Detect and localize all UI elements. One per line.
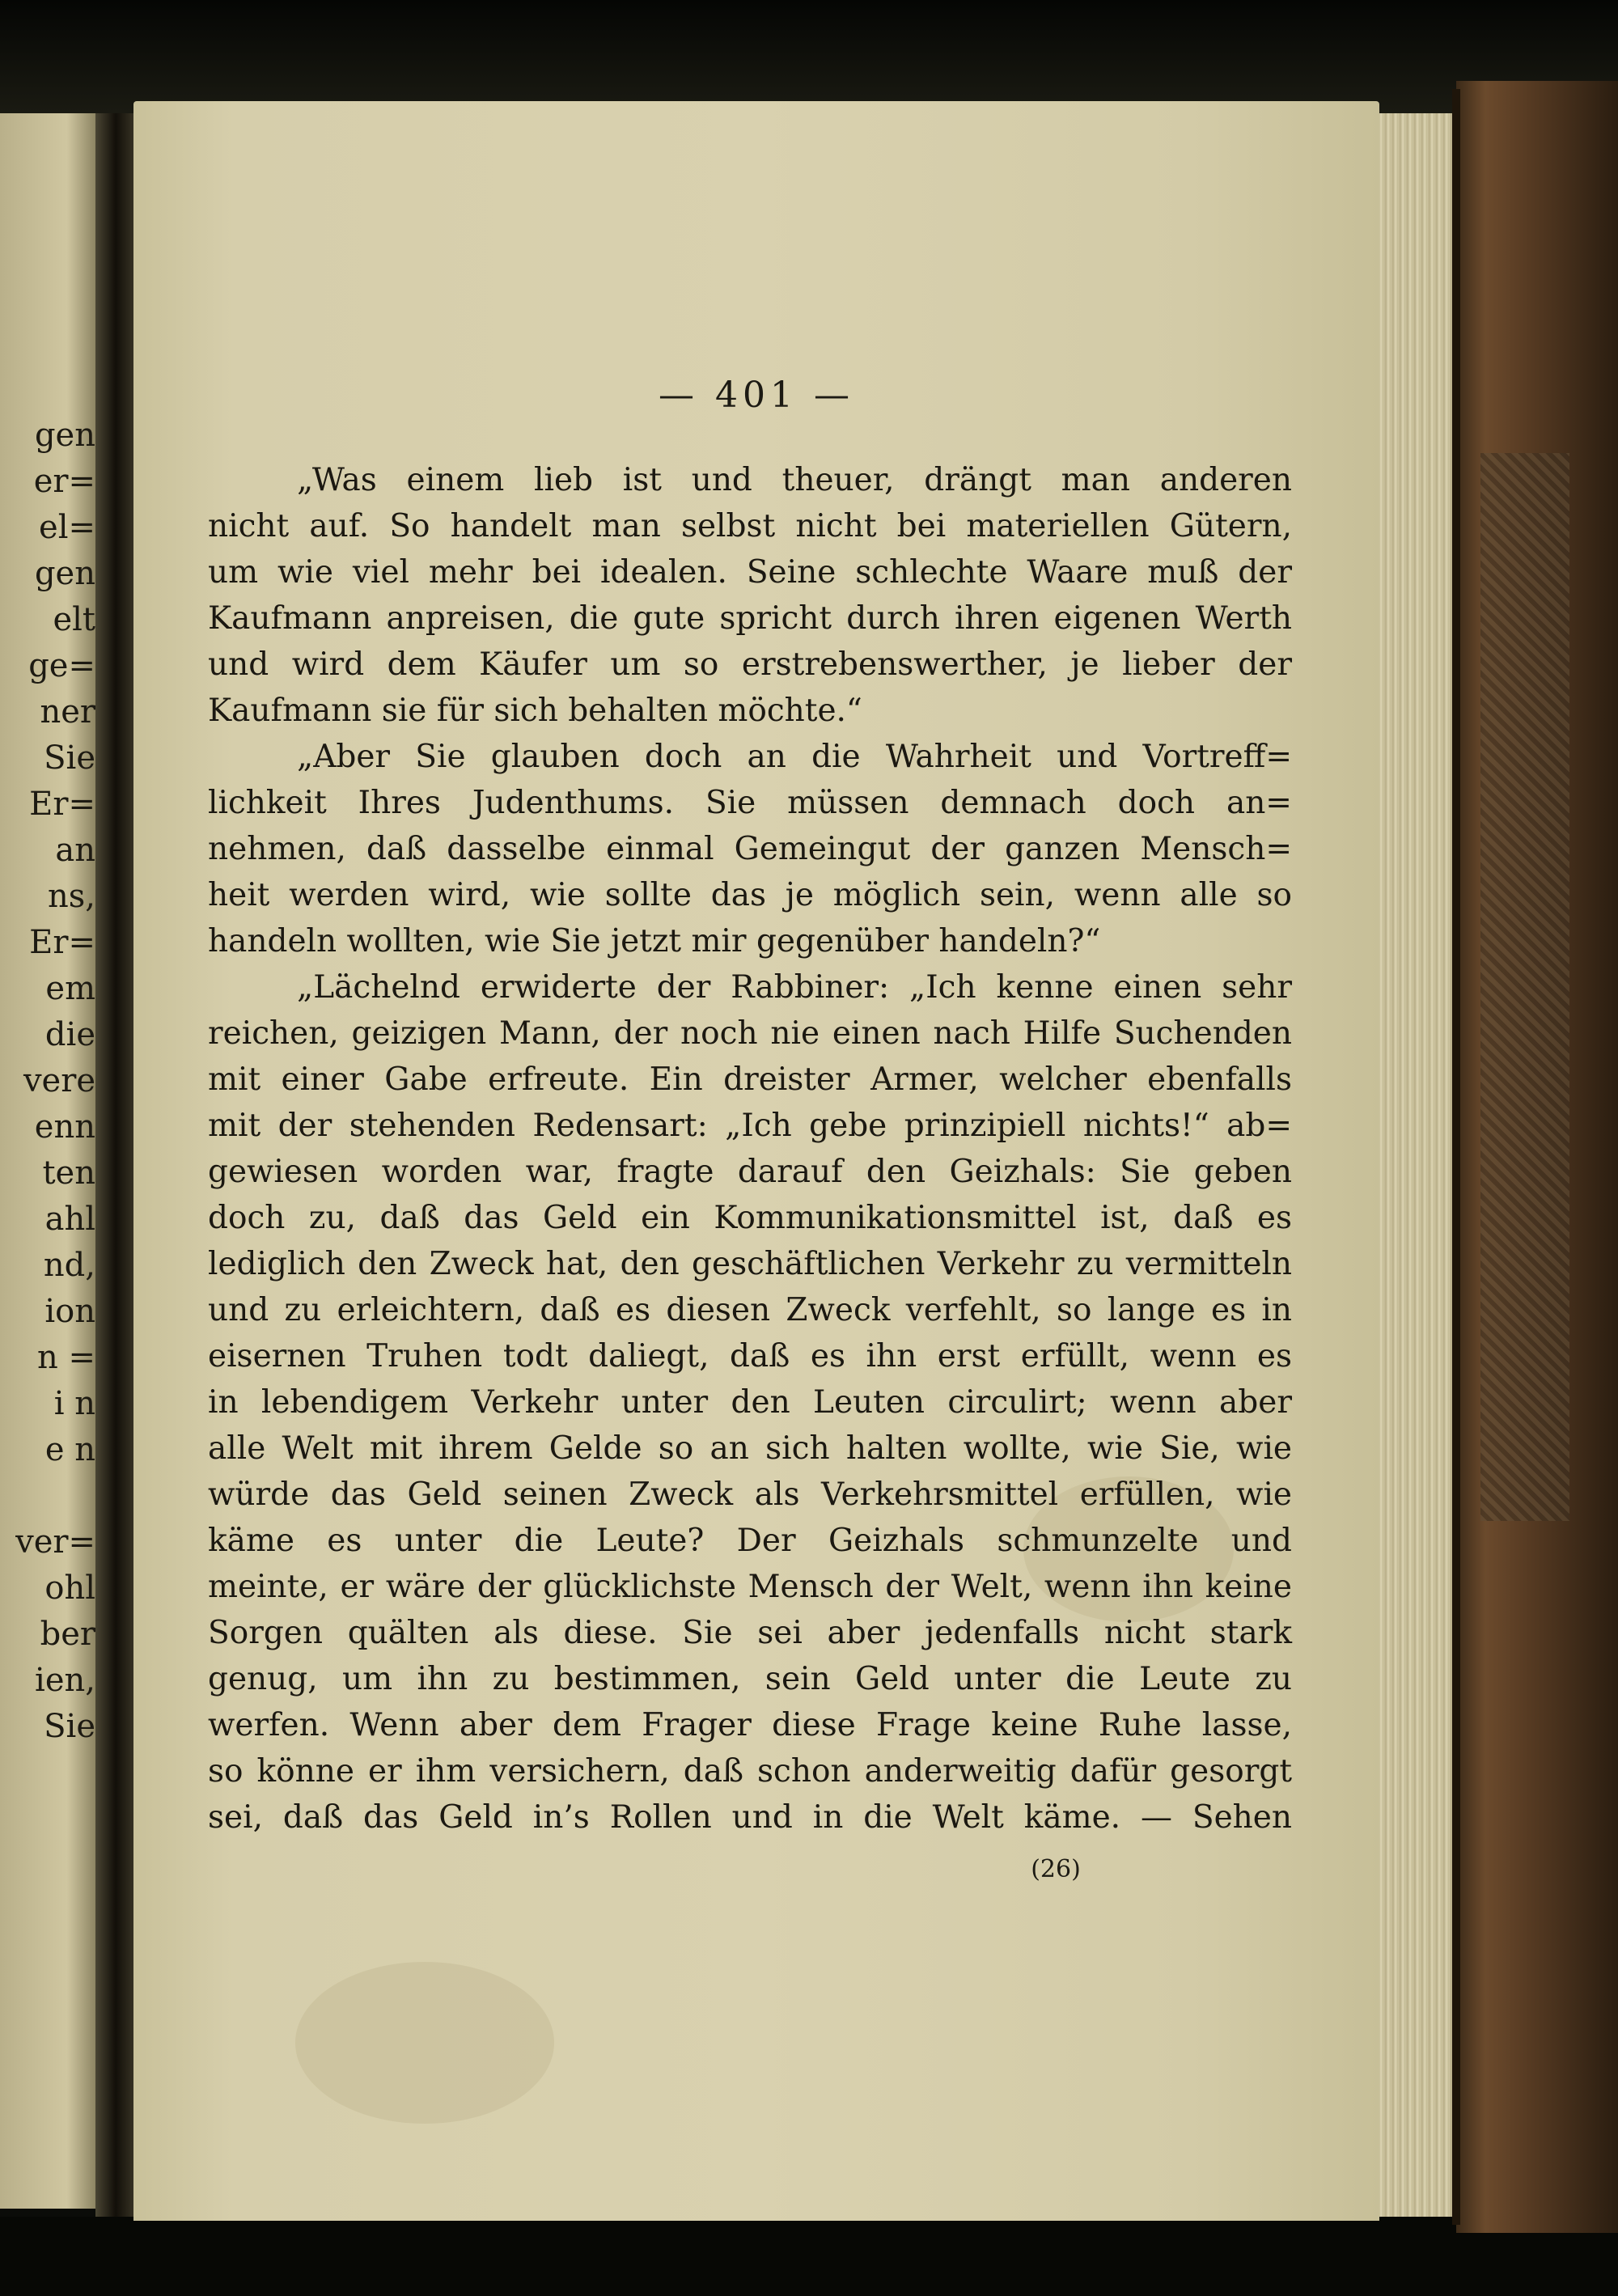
left-page-fragment: die (44, 1016, 95, 1053)
text-line: „Was einem lieb ist und theuer, drängt man anderen (297, 462, 1292, 498)
text-line: alle Welt mit ihrem Gelde so an sich halten wollte, wie Sie, wie (208, 1430, 1292, 1467)
text-line: Kaufmann sie für sich behalten möchte.“ (208, 693, 862, 729)
left-page-fragment: an (55, 832, 95, 869)
left-page-fragment: ber (40, 1616, 95, 1653)
left-page-fragment: ien, (35, 1662, 95, 1699)
text-line: würde das Geld seinen Zweck als Verkehrsmittel erfüllen, wie (208, 1476, 1292, 1513)
text-line: handeln wollten, wie Sie jetzt mir gegenüber handeln?“ (208, 923, 1101, 959)
left-page-fragment: ver= (15, 1523, 95, 1561)
left-page-fragment: em (45, 970, 95, 1007)
page-text (208, 457, 1292, 1841)
left-page-fragment: ge= (28, 647, 95, 684)
left-page-fragment: ns, (47, 878, 95, 915)
signature-mark: (26) (1031, 1855, 1081, 1883)
text-line: und wird dem Käufer um so erstrebenswerther, je lieber der (208, 646, 1292, 683)
left-page-fragment: er= (33, 463, 95, 500)
left-page-fragment: n = (37, 1339, 95, 1376)
text-line: doch zu, daß das Geld ein Kommunikationsmittel ist, daß es (208, 1200, 1292, 1236)
previous-page-fragment (0, 113, 95, 2209)
text-line: mit der stehenden Redensart: „Ich gebe prinzipiell nichts!“ ab= (208, 1108, 1292, 1144)
text-line: in lebendigem Verkehr unter den Leuten circulirt; wenn aber (208, 1384, 1292, 1421)
left-page-fragment: Sie (44, 1708, 95, 1745)
page-number: — 401 — (659, 375, 854, 416)
left-page-fragment: nd, (43, 1247, 95, 1284)
left-page-fragment: el= (39, 509, 95, 546)
left-page-fragment: Er= (29, 786, 95, 823)
book-page (133, 101, 1379, 2221)
text-line: „Aber Sie glauben doch an die Wahrheit und Vortreff= (297, 739, 1292, 775)
left-page-fragment: enn (34, 1108, 95, 1146)
left-page-fragment: gen (34, 555, 95, 592)
text-line: lediglich den Zweck hat, den geschäftlichen Verkehr zu vermitteln (208, 1246, 1292, 1282)
text-line: sei, daß das Geld in’s Rollen und in die Welt käme. — Sehen (208, 1799, 1292, 1836)
paper-stain (295, 1962, 554, 2124)
page-edges (1367, 113, 1458, 2217)
left-page-fragment: vere (23, 1062, 95, 1099)
text-line: gewiesen worden war, fragte darauf den Geizhals: Sie geben (208, 1154, 1292, 1190)
text-line: heit werden wird, wie sollte das je möglich sein, wenn alle so (208, 877, 1292, 913)
text-line: so könne er ihm versichern, daß schon anderweitig dafür gesorgt (208, 1753, 1292, 1790)
text-line: „Lächelnd erwiderte der Rabbiner: „Ich kenne einen sehr (297, 969, 1292, 1006)
left-page-fragment: i n (53, 1385, 95, 1422)
cover-texture (1480, 453, 1569, 1521)
left-page-fragment: elt (53, 601, 95, 638)
text-line: eisernen Truhen todt daliegt, daß es ihn erst erfüllt, wenn es (208, 1338, 1292, 1375)
left-page-fragment: ner (40, 693, 95, 731)
left-page-fragment: Er= (29, 924, 95, 961)
text-line: käme es unter die Leute? Der Geizhals schmunzelte und (208, 1523, 1292, 1559)
text-line: reichen, geizigen Mann, der noch nie einen nach Hilfe Suchenden (208, 1015, 1292, 1052)
cover-edge (1452, 89, 1460, 2225)
text-line: um wie viel mehr bei idealen. Seine schlechte Waare muß der (208, 554, 1292, 591)
text-line: meinte, er wäre der glücklichste Mensch der Welt, wenn ihn keine (208, 1569, 1292, 1605)
background-bottom (0, 2217, 1618, 2296)
text-line: Sorgen quälten als diese. Sie sei aber jedenfalls nicht stark (208, 1615, 1292, 1651)
book-gutter (95, 113, 136, 2217)
text-line: werfen. Wenn aber dem Frager diese Frage keine Ruhe lasse, (208, 1707, 1292, 1743)
text-line: lichkeit Ihres Judenthums. Sie müssen demnach doch an= (208, 785, 1292, 821)
left-page-fragment: ahl (44, 1201, 95, 1238)
text-line: mit einer Gabe erfreute. Ein dreister Armer, welcher ebenfalls (208, 1061, 1292, 1098)
background-top (0, 0, 1618, 113)
text-line: nicht auf. So handelt man selbst nicht bei materiellen Gütern, (208, 508, 1292, 544)
left-page-fragment: Sie (44, 739, 95, 777)
left-page-fragment: ohl (44, 1569, 95, 1607)
text-line: genug, um ihn zu bestimmen, sein Geld unter die Leute zu (208, 1661, 1292, 1697)
left-page-fragment: ion (44, 1293, 95, 1330)
left-page-fragment: ten (42, 1154, 95, 1192)
left-page-fragment: e n (44, 1431, 95, 1468)
text-line: Kaufmann anpreisen, die gute spricht durch ihren eigenen Werth (208, 600, 1292, 637)
text-line: und zu erleichtern, daß es diesen Zweck verfehlt, so lange es in (208, 1292, 1292, 1328)
text-line: nehmen, daß dasselbe einmal Gemeingut der ganzen Mensch= (208, 831, 1292, 867)
left-page-fragment: gen (34, 417, 95, 454)
